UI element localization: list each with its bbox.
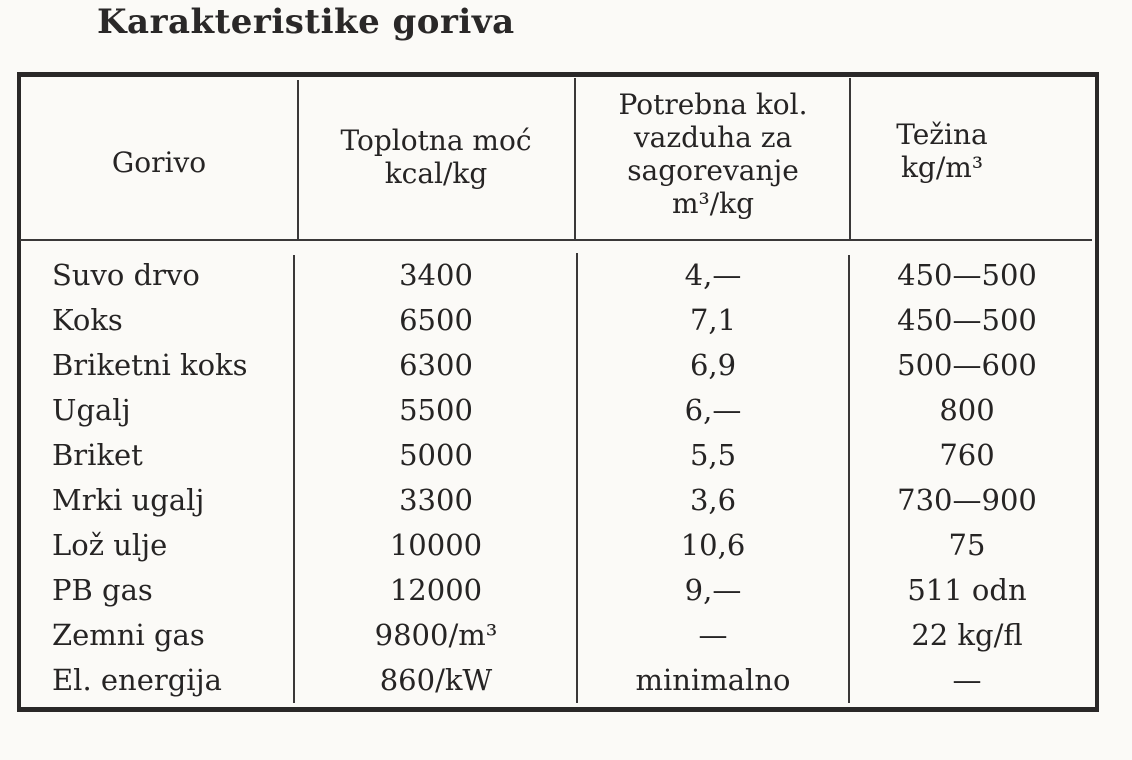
air-cell: 9,— [684, 573, 742, 607]
air-cell: — [698, 618, 728, 652]
table-row [0, 393, 1132, 438]
heat-cell: 3300 [399, 483, 473, 517]
header-air-line: Potrebna kol. [618, 88, 808, 121]
header-fuel [24, 146, 294, 179]
weight-cell: 22 kg/fl [911, 618, 1023, 652]
fuel-cell: Briketni koks [52, 348, 248, 382]
header-air [578, 88, 848, 220]
fuel-cell: Ugalj [52, 393, 131, 427]
air-cell: 6,9 [689, 348, 737, 382]
header-air-line: vazduha za [633, 121, 793, 154]
fuel-cell: Briket [52, 438, 143, 472]
header-air-line: sagorevanje [627, 154, 799, 187]
air-cell: minimalno [635, 663, 791, 697]
heat-cell: 5000 [399, 438, 473, 472]
header-weight [852, 118, 1032, 184]
table-row [0, 573, 1132, 618]
table-row [0, 663, 1132, 708]
weight-cell: 500—600 [897, 348, 1037, 382]
table-row [0, 483, 1132, 528]
heat-cell: 10000 [389, 528, 483, 562]
fuel-cell: Suvo drvo [52, 258, 200, 292]
weight-cell: — [952, 663, 982, 697]
table-row [0, 528, 1132, 573]
air-cell: 6,— [684, 393, 742, 427]
fuel-cell: Zemni gas [52, 618, 205, 652]
header-heat-line: Toplotna moć [340, 124, 532, 157]
table-row [0, 303, 1132, 348]
heat-cell: 6500 [399, 303, 473, 337]
header-weight-line: kg/m³ [900, 151, 984, 184]
weight-cell: 730—900 [897, 483, 1037, 517]
fuel-cell: El. energija [52, 663, 222, 697]
heat-cell: 12000 [389, 573, 483, 607]
fuel-cell: PB gas [52, 573, 153, 607]
page-title: Karakteristike goriva [97, 2, 515, 42]
heat-cell: 5500 [399, 393, 473, 427]
header-heat [300, 124, 572, 190]
fuel-cell: Koks [52, 303, 123, 337]
heat-cell: 3400 [399, 258, 473, 292]
fuel-cell: Mrki ugalj [52, 483, 205, 517]
header-divider [20, 239, 1092, 241]
column-divider-1 [297, 80, 299, 240]
table-row [0, 348, 1132, 393]
header-heat-line: kcal/kg [384, 157, 488, 190]
header-air-line: m³/kg [671, 187, 755, 220]
air-cell: 3,6 [689, 483, 737, 517]
weight-cell: 511 odn [907, 573, 1027, 607]
heat-cell: 9800/m³ [374, 618, 498, 652]
table-row [0, 438, 1132, 483]
weight-cell: 450—500 [897, 303, 1037, 337]
air-cell: 4,— [684, 258, 742, 292]
table-row [0, 618, 1132, 663]
air-cell: 10,6 [680, 528, 746, 562]
weight-cell: 450—500 [897, 258, 1037, 292]
column-divider-2 [574, 78, 576, 240]
air-cell: 5,5 [689, 438, 737, 472]
header-fuel-text: Gorivo [111, 146, 207, 179]
weight-cell: 75 [948, 528, 986, 562]
fuel-cell: Lož ulje [52, 528, 168, 562]
table-row [0, 258, 1132, 303]
weight-cell: 800 [939, 393, 995, 427]
air-cell: 7,1 [689, 303, 737, 337]
weight-cell: 760 [939, 438, 995, 472]
heat-cell: 860/kW [379, 663, 493, 697]
heat-cell: 6300 [399, 348, 473, 382]
column-divider-3 [849, 78, 851, 240]
header-weight-line: Težina [896, 118, 988, 151]
